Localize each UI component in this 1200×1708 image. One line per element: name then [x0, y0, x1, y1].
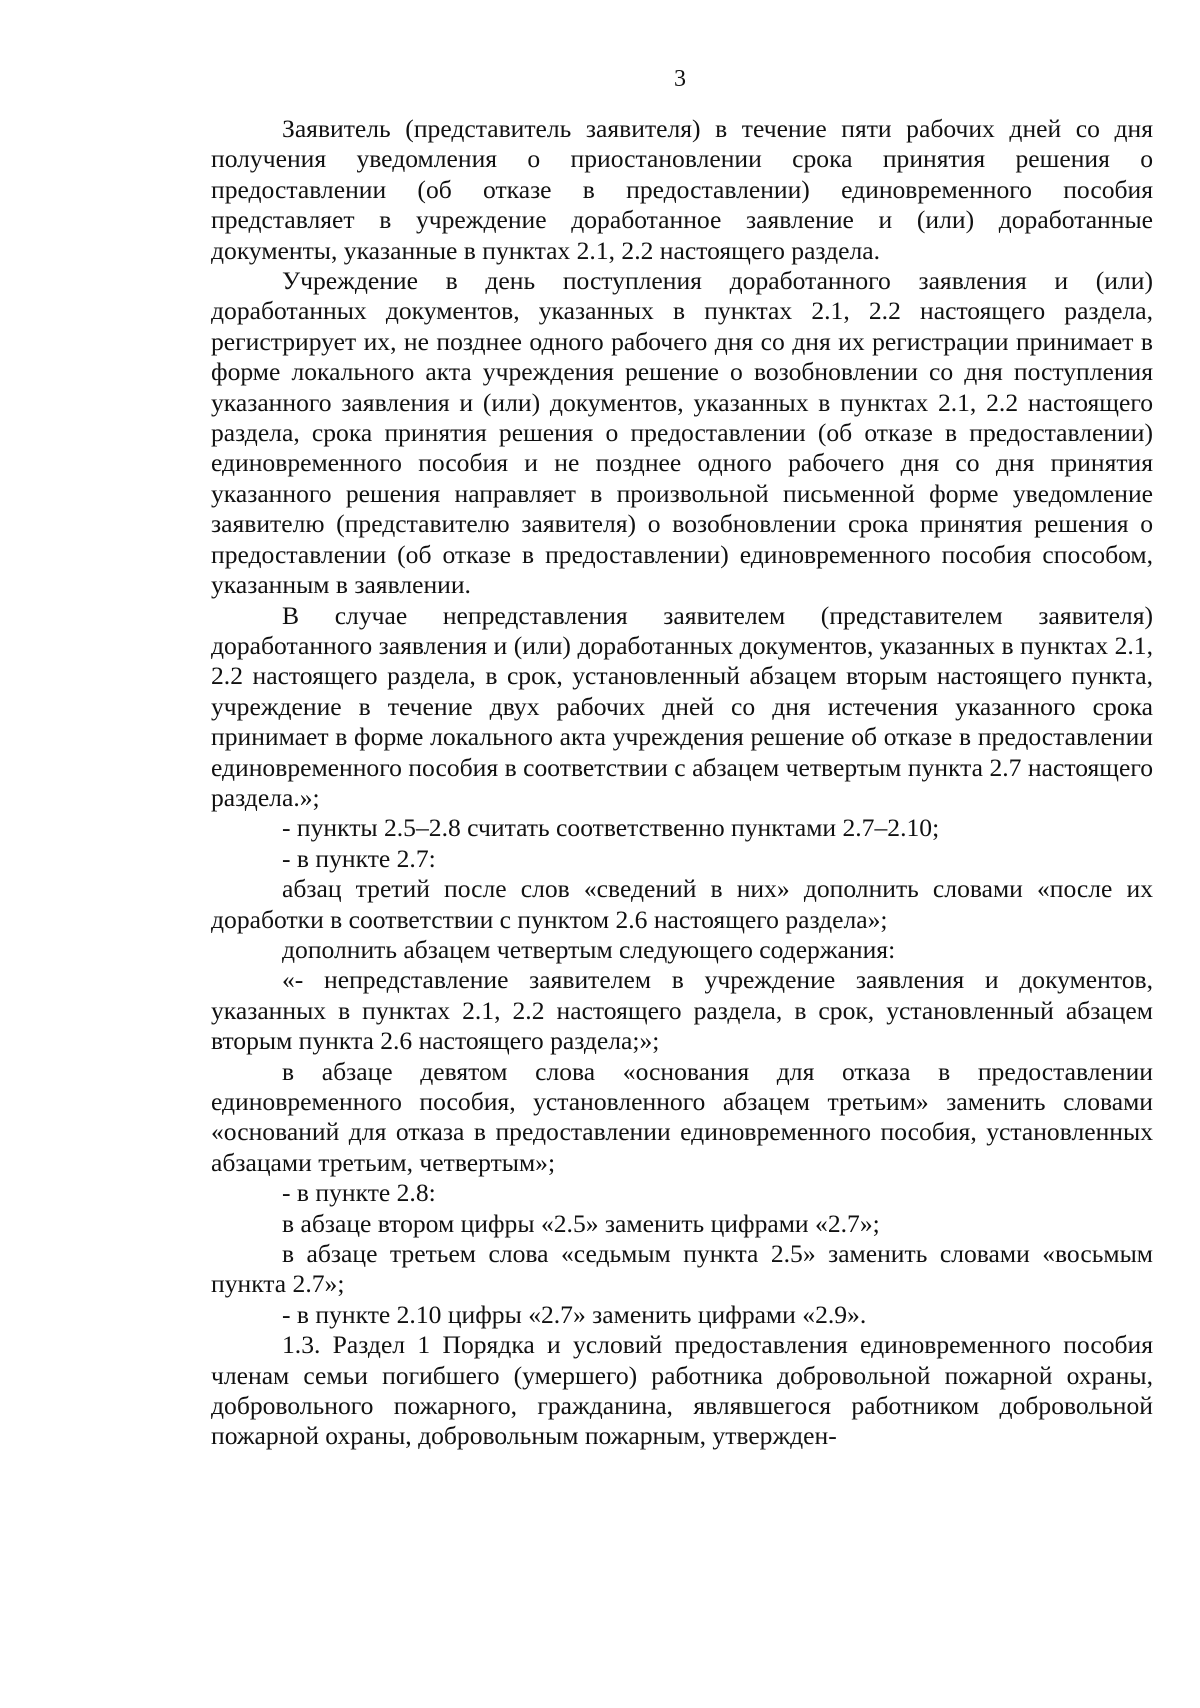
- paragraph-third-subparagraph-2-8: в абзаце третьем слова «седьмым пункта 2.5» заменить словами «восьмым пункта 2.7»;: [211, 1239, 1153, 1299]
- paragraph-add-fourth: дополнить абзацем четвертым следующего содержания:: [282, 934, 896, 964]
- paragraph-non-submission: В случае непредставления заявителем (представителем заявителя) доработанного заявления и (или) доработанных документов, указанных в пунктах 2.1, 2.2 настоящего раздела, в срок, установленный абзацем вторым настоящего пункта, учреждение в течение двух рабочих дней со дня истечения указанного срока принимает в форме локального акта учреждения решение об отказе в предоставлении единовременного пособия в соответствии с абзацем четвертым пункта 2.7 настоящего раздела.»;: [211, 600, 1153, 812]
- paragraph-item-2-10: - в пункте 2.10 цифры «2.7» заменить цифрами «2.9».: [282, 1299, 867, 1329]
- paragraph-item-2-7-heading: - в пункте 2.7:: [282, 843, 436, 873]
- paragraph-quoted-addition: «- непредставление заявителем в учреждение заявления и документов, указанных в пунктах 2.1, 2.2 настоящего раздела, в срок, установленный абзацем вторым пункта 2.6 настоящего раздела;»;: [211, 965, 1153, 1056]
- paragraph-second-subparagraph: в абзаце втором цифры «2.5» заменить цифрами «2.7»;: [282, 1208, 880, 1238]
- paragraph-section-1-3: 1.3. Раздел 1 Порядка и условий предоставления единовременного пособия членам семьи погибшего (умершего) работника добровольной пожарной охраны, добровольного пожарного, гражданина, являвшегося работником добровольной пожарной охраны, добровольным пожарным, утвержден-: [211, 1330, 1153, 1451]
- document-body: [211, 114, 1153, 1452]
- paragraph-item-2-8-heading: - в пункте 2.8:: [282, 1178, 436, 1208]
- paragraph-third-subparagraph: абзац третий после слов «сведений в них» дополнить словами «после их доработки в соответствии с пунктом 2.6 настоящего раздела»;: [211, 874, 1153, 934]
- paragraph-institution-resumption: Учреждение в день поступления доработанного заявления и (или) доработанных документов, указанных в пунктах 2.1, 2.2 настоящего раздела, регистрирует их, не позднее одного рабочего дня со дня их регистрации принимает в форме локального акта учреждения решение о возобновлении со дня поступления указанного заявления и (или) документов, указанных в пунктах 2.1, 2.2 настоящего раздела, срока принятия решения о предоставлении (об отказе в предоставлении) единовременного пособия и не позднее одного рабочего дня со дня принятия указанного решения направляет в произвольной письменной форме уведомление заявителю (представителю заявителя) о возобновлении срока принятия решения о предоставлении (об отказе в предоставлении) единовременного пособия способом, указанным в заявлении.: [211, 266, 1153, 600]
- paragraph-ninth-subparagraph: в абзаце девятом слова «основания для отказа в предоставлении единовременного пособия, установленного абзацем третьим» заменить словами «оснований для отказа в предоставлении единовременного пособия, установленных абзацами третьим, четвертым»;: [211, 1056, 1153, 1177]
- page-number: 3: [674, 66, 686, 92]
- paragraph-renumber-items: - пункты 2.5–2.8 считать соответственно пунктами 2.7–2.10;: [282, 813, 940, 843]
- paragraph-applicant-resubmission: Заявитель (представитель заявителя) в течение пяти рабочих дней со дня получения уведомления о приостановлении срока принятия решения о предоставлении (об отказе в предоставлении) единовременного пособия представляет в учреждение доработанное заявление и (или) доработанные документы, указанные в пунктах 2.1, 2.2 настоящего раздела.: [211, 114, 1153, 265]
